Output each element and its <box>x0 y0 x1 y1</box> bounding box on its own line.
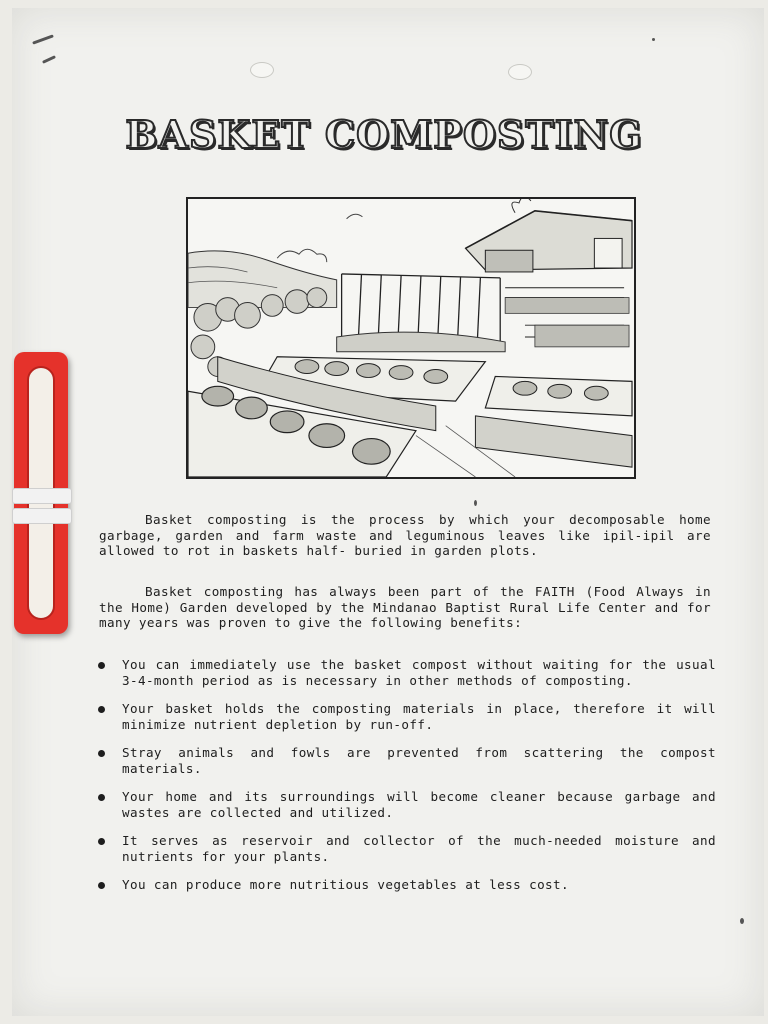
clip-band <box>12 488 72 504</box>
page-title: BASKET COMPOSTING <box>125 112 643 157</box>
benefit-item: It serves as reservoir and collector of the much-needed moisture and nutrients for your plants. <box>94 833 716 864</box>
ink-speck <box>32 34 54 44</box>
garden-plots-illustration <box>186 197 636 479</box>
ink-speck <box>42 55 56 64</box>
benefit-item: You can produce more nutritious vegetables at less cost. <box>94 877 716 893</box>
bullet-icon <box>98 706 105 713</box>
bullet-icon <box>98 882 105 889</box>
benefits-list <box>94 657 716 893</box>
intro-paragraph: Basket composting is the process by which your decomposable home garbage, garden and farm waste and leguminous leaves like ipil-ipil are allowed to rot in baskets half- buried in garden plots. <box>99 512 711 558</box>
benefit-item: Stray animals and fowls are prevented from scattering the compost materials. <box>94 745 716 776</box>
ink-speck <box>652 38 655 41</box>
benefit-item: Your home and its surroundings will become cleaner because garbage and wastes are collected and utilized. <box>94 789 716 820</box>
ink-speck <box>474 500 477 506</box>
punch-hole <box>250 62 274 78</box>
bullet-icon <box>98 794 105 801</box>
ink-speck <box>740 918 744 924</box>
bullet-icon <box>98 838 105 845</box>
benefit-item: Your basket holds the composting materials in place, therefore it will minimize nutrient depletion by run-off. <box>94 701 716 732</box>
red-binder-clip-icon <box>14 352 68 634</box>
clip-band <box>12 508 72 524</box>
bullet-icon <box>98 662 105 669</box>
benefit-item: You can immediately use the basket compost without waiting for the usual 3-4-month period as is necessary in other methods of composting. <box>94 657 716 688</box>
faith-paragraph: Basket composting has always been part of the FAITH (Food Always in the Home) Garden developed by the Mindanao Baptist Rural Life Center and for many years was proven to give the following benefits: <box>99 584 711 630</box>
punch-hole <box>508 64 532 80</box>
bullet-icon <box>98 750 105 757</box>
